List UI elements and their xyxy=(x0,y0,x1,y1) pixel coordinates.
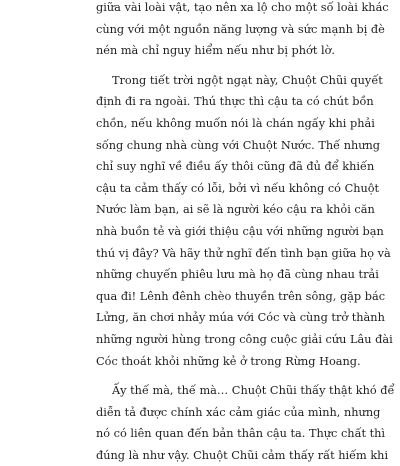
body-text xyxy=(96,0,395,466)
text-line: giữa vài loài vật, tạo nên xa lộ cho một số loài khác xyxy=(96,1,389,14)
text-line: Trong tiết trời ngột ngạt này, Chuột Chũi quyết xyxy=(112,73,383,87)
text-line: nhà buồn tẻ và giới thiệu cậu với những người bạn xyxy=(96,224,384,238)
text-line: Lửng, ăn chơi nhảy múa với Cóc và cùng trở thành xyxy=(96,311,385,325)
text-line: chồn, nếu không muốn nói là chán ngấy khi phải xyxy=(96,116,375,130)
text-line: Nước làm bạn, ai sẽ là người kéo cậu ra khỏi căn xyxy=(96,203,375,217)
text-line: những chuyến phiêu lưu mà họ đã cùng nhau trải xyxy=(96,268,379,282)
text-line: nó có liên quan đến bản thân cậu ta. Thực chất thì xyxy=(96,427,386,441)
text-line: những người hùng trong công cuộc giải cứu Lâu đài xyxy=(96,332,393,346)
text-line: định đi ra ngoài. Thú thực thì cậu ta có chút bồn xyxy=(96,95,374,109)
paragraph-p1 xyxy=(96,0,389,62)
text-line: thú vị đây? Và hãy thử nghĩ đến tình bạn giữa họ và xyxy=(96,246,391,260)
text-line: chỉ suy nghĩ về điều ấy thôi cũng đã đủ để khiến xyxy=(96,160,375,174)
text-line: Ấy thế mà, thế mà… Chuột Chũi thấy thật khó để xyxy=(112,384,395,398)
text-line: nén mà chỉ nguy hiểm nếu như bị phớt lờ. xyxy=(96,44,335,58)
text-line: diễn tả được chính xác cảm giác của mình, nhưng xyxy=(96,405,381,419)
text-line: qua đi! Lênh đênh chèo thuyền trên sông, gặp bác xyxy=(96,289,386,303)
paragraph-p2 xyxy=(96,70,393,372)
text-line: Cóc thoát khỏi những kẻ ở trong Rừng Hoang. xyxy=(96,354,361,368)
text-line: đúng là như vậy. Chuột Chũi cảm thấy rất hiếm khi xyxy=(96,448,389,462)
text-line: cậu ta cảm thấy có lỗi, bởi vì nếu không có Chuột xyxy=(96,181,380,195)
text-line: sống chung nhà cùng với Chuột Nước. Thế nhưng xyxy=(96,138,381,152)
paragraph-p3 xyxy=(96,380,395,466)
text-line: cùng với một nguồn năng lượng và sức mạnh bị đè xyxy=(96,22,385,36)
